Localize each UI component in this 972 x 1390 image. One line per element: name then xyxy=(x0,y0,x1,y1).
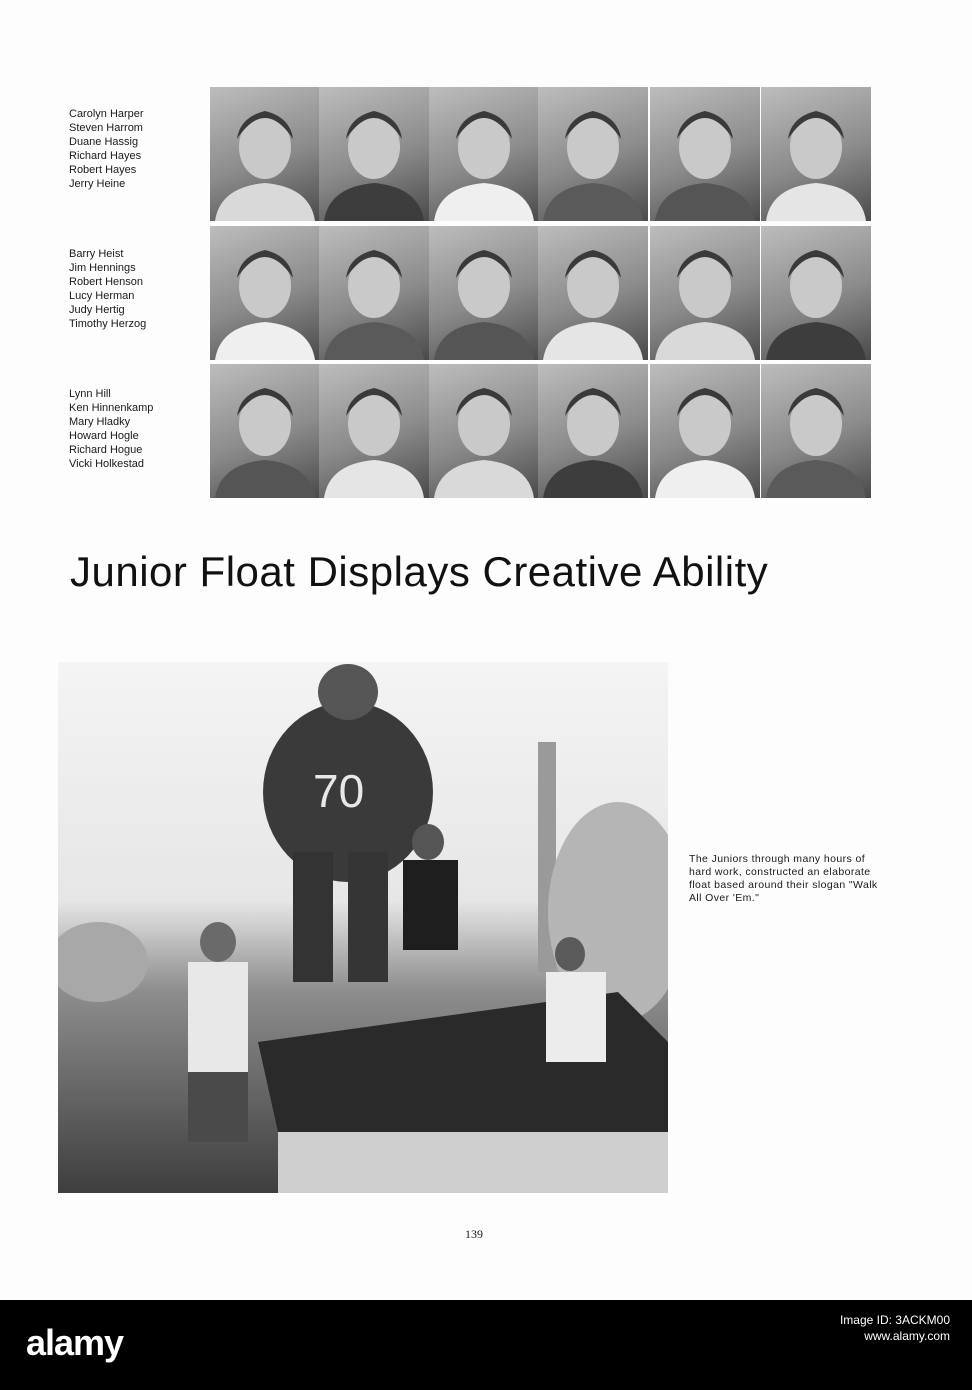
student-name: Mary Hladky xyxy=(69,416,131,428)
name-list-row-3 xyxy=(69,387,204,471)
student-name: Richard Hogue xyxy=(69,444,143,456)
student-portrait xyxy=(429,226,539,360)
student-name: Robert Henson xyxy=(69,276,143,288)
float-figure-leg xyxy=(348,852,388,982)
student-portrait xyxy=(319,87,429,221)
alamy-logo: alamy xyxy=(26,1322,124,1363)
student-portrait xyxy=(538,364,648,498)
student-name: Carolyn Harper xyxy=(69,108,144,120)
photo-caption: The Juniors through many hours of hard work, constructed an elaborate float based around their slogan "Walk All Over 'Em." xyxy=(689,853,878,904)
person-head xyxy=(200,922,236,962)
student-portrait xyxy=(210,87,320,221)
page-headline: Junior Float Displays Creative Ability xyxy=(70,548,769,595)
student-name: Richard Hayes xyxy=(69,150,142,162)
student-name: Robert Hayes xyxy=(69,164,137,176)
float-number: 70 xyxy=(313,765,365,817)
student-portrait xyxy=(650,87,760,221)
person-sweater xyxy=(403,860,458,950)
student-name: Vicki Holkestad xyxy=(69,458,144,470)
float-base xyxy=(258,992,668,1132)
student-portrait xyxy=(210,226,320,360)
student-name: Judy Hertig xyxy=(69,304,125,316)
student-portrait xyxy=(210,364,320,498)
person-head xyxy=(555,937,585,971)
image-id xyxy=(840,1312,950,1344)
person-shirt xyxy=(188,962,248,1072)
student-portrait xyxy=(538,226,648,360)
student-portrait xyxy=(761,87,871,221)
student-name: Lynn Hill xyxy=(69,388,111,400)
student-name: Howard Hogle xyxy=(69,430,139,442)
person-head xyxy=(412,824,444,860)
page-number: 139 xyxy=(465,1227,483,1241)
image-url: www.alamy.com xyxy=(864,1329,950,1343)
student-name: Timothy Herzog xyxy=(69,318,147,330)
student-portrait xyxy=(761,226,871,360)
student-name: Ken Hinnenkamp xyxy=(69,402,154,414)
image-id-line: Image ID: 3ACKM00 xyxy=(839,1313,950,1327)
student-portrait xyxy=(650,226,760,360)
student-name: Barry Heist xyxy=(69,248,124,260)
watermark-bar xyxy=(0,1300,972,1390)
student-portrait xyxy=(538,87,648,221)
student-name: Jim Hennings xyxy=(69,262,136,274)
person-shorts xyxy=(188,1072,248,1142)
student-portrait xyxy=(429,87,539,221)
student-portrait xyxy=(319,364,429,498)
student-portrait xyxy=(319,226,429,360)
name-list-row-1 xyxy=(69,107,204,191)
person-shirt xyxy=(546,972,606,1062)
junior-float-photo xyxy=(58,662,668,1193)
float-figure-head xyxy=(318,664,378,720)
student-portrait xyxy=(650,364,760,498)
name-list-row-2 xyxy=(69,247,204,331)
student-name: Lucy Herman xyxy=(69,290,135,302)
tree xyxy=(58,922,148,1002)
student-portrait xyxy=(761,364,871,498)
student-name: Duane Hassig xyxy=(69,136,139,148)
student-name: Jerry Heine xyxy=(69,178,126,190)
float-figure-leg xyxy=(293,852,333,982)
student-portrait xyxy=(429,364,539,498)
float-fringe xyxy=(278,1132,668,1193)
student-name: Steven Harrom xyxy=(69,122,143,134)
